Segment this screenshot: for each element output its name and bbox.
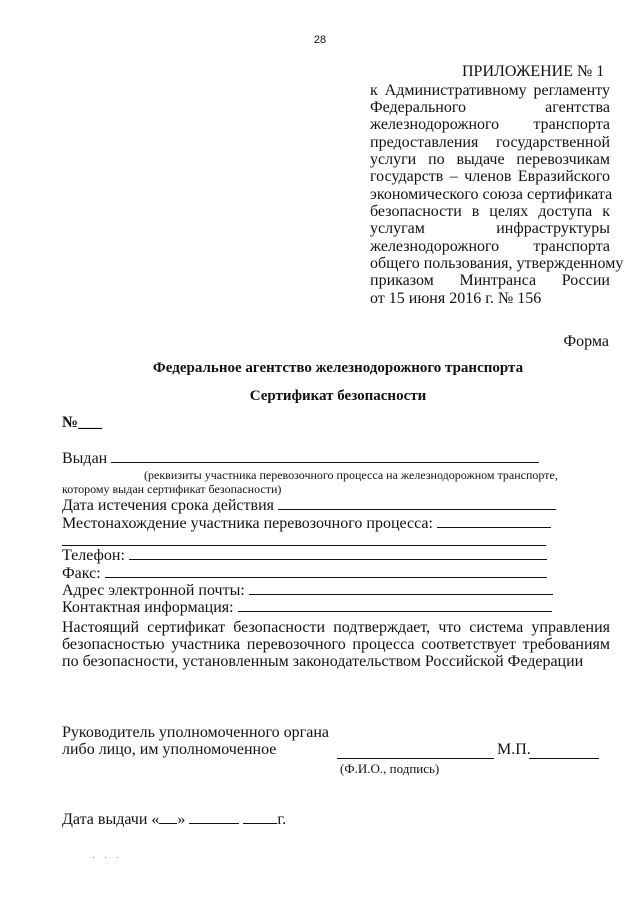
issued-to-label: Выдан (62, 450, 108, 467)
issued-to-hint-1: (реквизиты участника перевозочного процесса на железнодорожном транспорте, (144, 468, 558, 482)
location-field (62, 515, 551, 533)
contact-info-field (62, 599, 552, 617)
phone-field (62, 547, 547, 565)
appendix-line: государств – членов Евразийского (370, 168, 610, 185)
appendix-line: экономического союза сертификата (370, 186, 613, 203)
email-blank[interactable] (249, 594, 553, 595)
scan-speck: · · · (92, 853, 122, 864)
appendix-line: услугам инфраструктуры (370, 220, 610, 237)
certificate-statement: Настоящий сертификат безопасности подтверждает, что система управления безопасностью участника перевозочного процесса соответствует требованиям по безопасности, установленным законодательством Российской Федерации (62, 619, 610, 670)
appendix-line: от 15 июня 2016 г. № 156 (370, 290, 542, 307)
expiry-date-blank[interactable] (278, 509, 556, 510)
location-blank[interactable] (437, 527, 551, 528)
issue-date-mid: » (177, 811, 186, 828)
contact-info-blank[interactable] (238, 611, 552, 612)
stamp-blank[interactable] (529, 758, 599, 759)
issue-date-suffix: г. (277, 811, 287, 828)
fax-blank[interactable] (105, 577, 547, 578)
email-label: Адрес электронной почты: (62, 582, 245, 599)
contact-info-label: Контактная информация: (62, 599, 234, 616)
issued-to-blank[interactable] (111, 462, 539, 463)
issued-to-hint-2: которому выдан сертификат безопасности) (62, 482, 282, 496)
issue-month-blank[interactable] (189, 823, 239, 824)
appendix-line: безопасности в целях доступа к (370, 203, 610, 220)
appendix-line: приказом Минтранса России (370, 272, 610, 289)
phone-blank[interactable] (129, 559, 547, 560)
fax-label: Факс: (62, 565, 101, 582)
appendix-line: услуги по выдаче перевозчикам (370, 151, 610, 168)
signature-caption: (Ф.И.О., подпись) (340, 761, 440, 776)
appendix-line: к Административному регламенту (370, 82, 610, 99)
appendix-line: Федерального агентства (370, 99, 610, 116)
agency-title: Федеральное агентство железнодорожного транспорта (152, 360, 524, 376)
signatory-line-1: Руководитель уполномоченного органа (62, 724, 329, 741)
appendix-title: ПРИЛОЖЕНИЕ № 1 (462, 63, 605, 80)
issue-day-blank[interactable] (159, 823, 177, 824)
signatory-line-2: либо лицо, им уполномоченное (62, 741, 277, 758)
certificate-title: Сертификат безопасности (249, 388, 427, 404)
page-number: 28 (313, 34, 327, 46)
expiry-date-label: Дата истечения срока действия (62, 497, 274, 514)
issue-date-field (62, 811, 286, 829)
appendix-line: железнодорожного транспорта (370, 116, 610, 133)
stamp-label: М.П. (497, 741, 531, 758)
appendix-line: предоставления государственной (370, 134, 610, 151)
email-field (62, 582, 553, 600)
fax-field (62, 565, 547, 583)
appendix-line: общего пользования, утвержденному (370, 255, 624, 272)
phone-label: Телефон: (62, 547, 125, 564)
certificate-number: №___ (62, 414, 103, 431)
expiry-date-field (62, 497, 556, 515)
issued-to-field (62, 450, 539, 468)
form-label: Форма (563, 333, 609, 350)
location-label: Местонахождение участника перевозочного процесса: (62, 515, 433, 532)
issue-date-prefix: Дата выдачи « (62, 811, 160, 828)
location-blank-line-2[interactable] (62, 545, 546, 546)
appendix-line: железнодорожного транспорта (370, 238, 610, 255)
issue-year-blank[interactable] (243, 823, 277, 824)
signature-blank[interactable] (337, 758, 494, 759)
